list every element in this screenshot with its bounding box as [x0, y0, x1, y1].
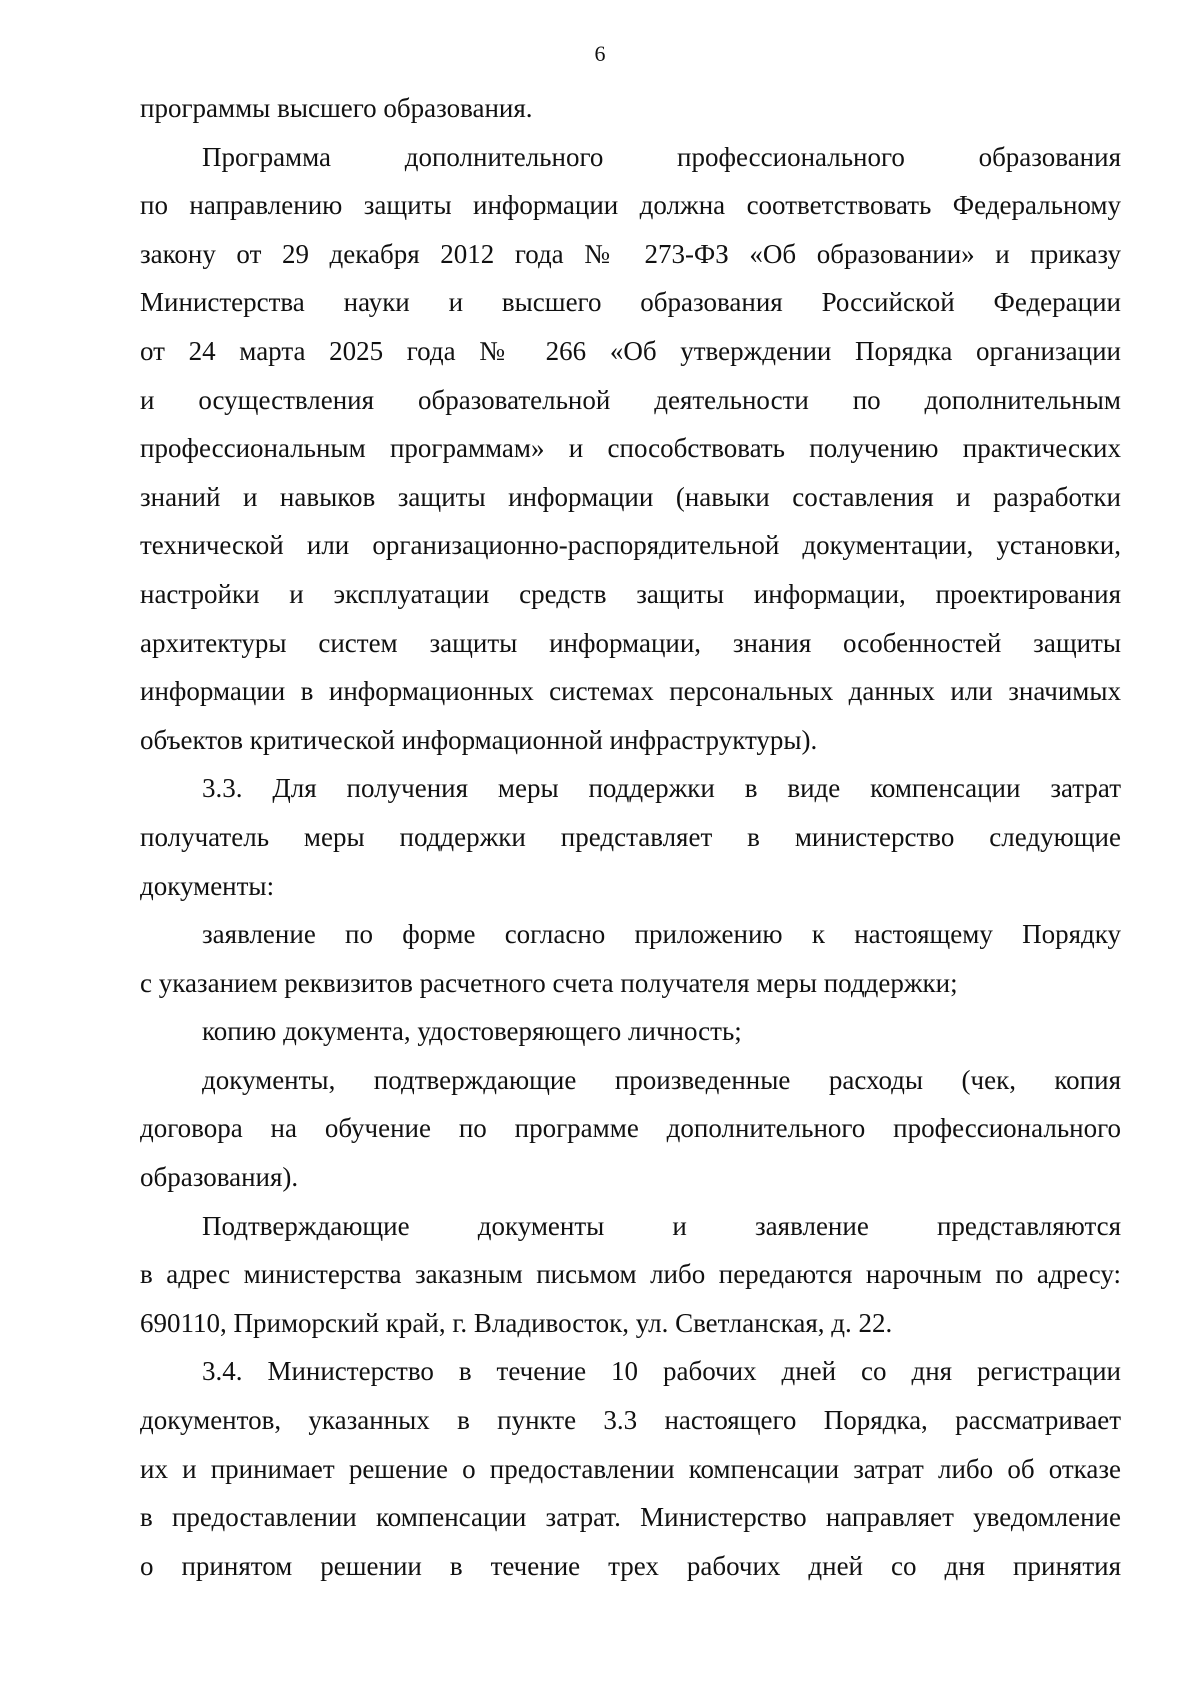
text-line-5: Министерства науки и высшего образования Российской Федерации [140, 287, 1121, 318]
text-line-1: программы высшего образования. [140, 93, 533, 123]
text-line-29: их и принимает решение о предоставлении компенсации затрат либо об отказе [140, 1453, 1121, 1484]
text-line-3: по направлению защиты информации должна соответствовать Федеральному [140, 190, 1121, 221]
text-line-24: Подтверждающие документы и заявление представляются [202, 1210, 1121, 1241]
text-line-7: и осуществления образовательной деятельности по дополнительным [140, 384, 1121, 415]
text-line-12: архитектуры систем защиты информации, знания особенностей защиты [140, 627, 1121, 658]
text-line-28: документов, указанных в пункте 3.3 настоящего Порядка, рассматривает [140, 1405, 1121, 1436]
text-line-10: технической или организационно-распорядительной документации, установки, [140, 530, 1121, 561]
text-line-17: документы: [140, 870, 275, 901]
text-line-19: с указанием реквизитов расчетного счета получателя меры поддержки; [140, 967, 958, 998]
text-line-6: от 24 марта 2025 года № 266 «Об утверждении Порядка организации [140, 335, 1121, 366]
text-line-22: договора на обучение по программе дополнительного профессионального [140, 1113, 1121, 1144]
text-line-14: объектов критической информационной инфраструктуры). [140, 724, 818, 755]
text-line-26: 690110, Приморский край, г. Владивосток, ул. Светланская, д. 22. [140, 1307, 893, 1338]
text-line-8: профессиональным программам» и способствовать получению практических [140, 433, 1121, 464]
text-line-16: получатель меры поддержки представляет в министерство следующие [140, 821, 1121, 852]
text-line-9: знаний и навыков защиты информации (навыки составления и разработки [140, 481, 1121, 512]
page-number: 6 [594, 41, 606, 66]
text-line-4: закону от 29 декабря 2012 года № 273-ФЗ «Об образовании» и приказу [140, 238, 1121, 269]
text-line-15: 3.3. Для получения меры поддержки в виде компенсации затрат [202, 773, 1121, 804]
text-line-25: в адрес министерства заказным письмом либо передаются нарочным по адресу: [140, 1259, 1121, 1290]
text-line-23: образования). [140, 1162, 299, 1193]
text-line-21: документы, подтверждающие произведенные расходы (чек, копия [202, 1064, 1121, 1095]
text-line-11: настройки и эксплуатации средств защиты информации, проектирования [140, 578, 1121, 609]
text-line-31: о принятом решении в течение трех рабочих дней со дня принятия [140, 1550, 1121, 1581]
text-line-20: копию документа, удостоверяющего личность; [202, 1016, 742, 1047]
text-line-13: информации в информационных системах персональных данных или значимых [140, 676, 1121, 707]
text-line-30: в предоставлении компенсации затрат. Министерство направляет уведомление [140, 1502, 1121, 1533]
text-line-18: заявление по форме согласно приложению к настоящему Порядку [202, 919, 1121, 950]
text-line-2: Программа дополнительного профессионального образования [202, 141, 1121, 172]
text-line-27: 3.4. Министерство в течение 10 рабочих дней со дня регистрации [202, 1356, 1121, 1387]
document-body [140, 84, 1121, 1590]
